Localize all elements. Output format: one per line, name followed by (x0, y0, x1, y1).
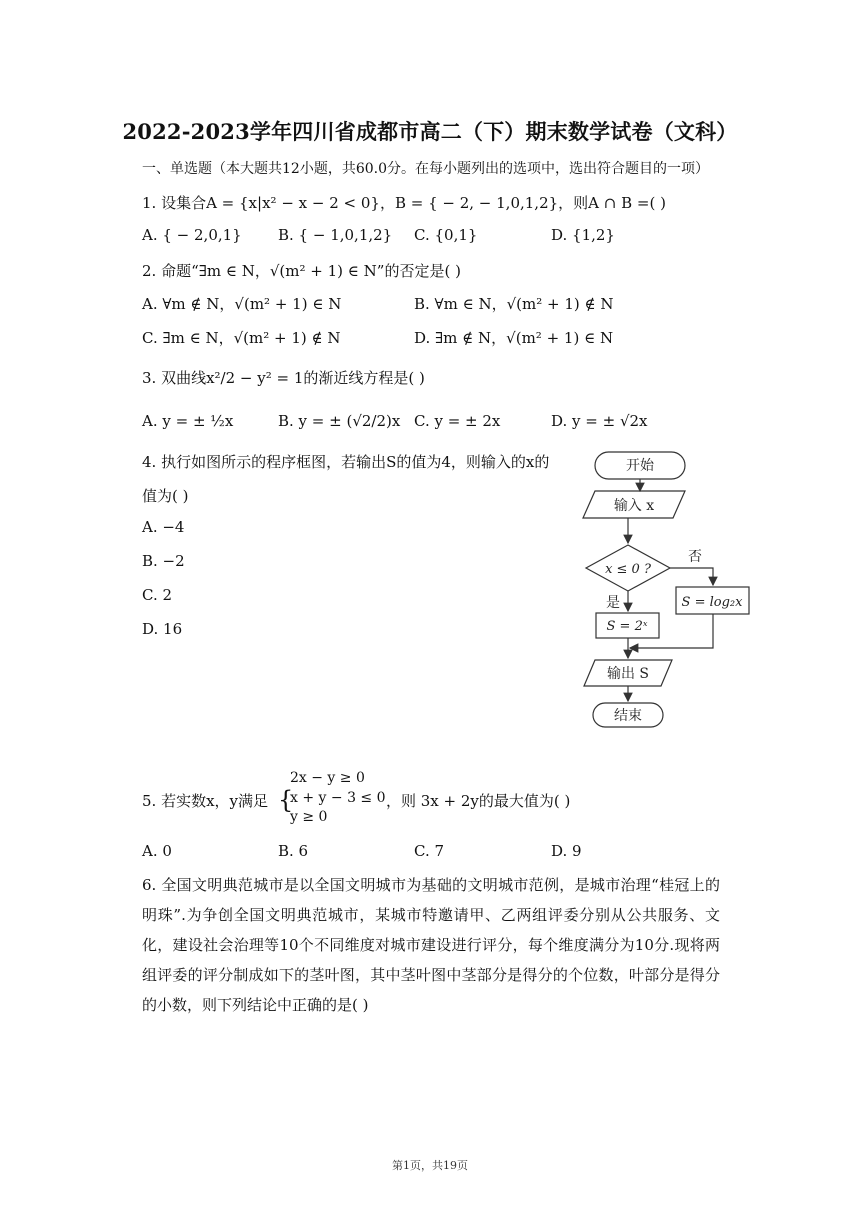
system-brace: { (278, 786, 294, 814)
question-1-option-d: D. {1,2} (551, 226, 615, 244)
question-2-option-d: D. ∃m ∉ N，√(m² + 1) ∈ N (414, 329, 614, 347)
page-footer: 第1页，共19页 (392, 1159, 468, 1172)
question-4-option-c: C. 2 (142, 586, 173, 604)
question-5-option-a: A. 0 (142, 842, 172, 860)
question-5-option-b: B. 6 (278, 842, 309, 860)
flowchart-end-label: 结束 (614, 708, 642, 724)
flowchart-yes-label: 是 (606, 595, 620, 611)
question-4-stem-line1: 4. 执行如图所示的程序框图，若输出S的值为4，则输入的x的 (142, 453, 550, 471)
page-title: 2022-2023学年四川省成都市高二（下）期末数学试卷（文科） (122, 119, 738, 144)
flowchart-condition-label: x ≤ 0 ? (605, 562, 651, 577)
question-4-stem-line2: 值为( ) (142, 487, 189, 505)
question-3-option-b: B. y = ± (√2/2)x (278, 412, 401, 430)
flowchart-input-label: 输入 x (613, 498, 655, 514)
question-1-option-c: C. {0,1} (414, 226, 478, 244)
question-1-option-b: B. { − 1,0,1,2} (278, 226, 393, 244)
constraint-3: y ≥ 0 (290, 809, 328, 825)
flowchart-start-label: 开始 (626, 458, 654, 474)
question-2-option-a: A. ∀m ∉ N，√(m² + 1) ∈ N (142, 295, 342, 313)
question-2-option-b: B. ∀m ∈ N，√(m² + 1) ∉ N (414, 295, 614, 313)
question-5-prefix: 5. 若实数x，y满足 (142, 792, 269, 810)
question-2-option-c: C. ∃m ∈ N，√(m² + 1) ∉ N (142, 329, 341, 347)
question-3-option-a: A. y = ± ½x (142, 412, 234, 430)
question-4-option-b: B. −2 (142, 552, 185, 570)
flowchart (575, 447, 760, 732)
flowchart-no-label: 否 (688, 549, 702, 565)
constraint-2: x + y − 3 ≤ 0 (290, 790, 386, 806)
question-1-stem: 1. 设集合A = {x|x² − x − 2 < 0}，B = { − 2, − 1,0,1,2}，则A ∩ B =( ) (142, 194, 666, 212)
flowchart-log-label: S = log₂x (681, 595, 743, 610)
flowchart-power-label: S = 2ˣ (606, 619, 648, 634)
question-4-option-a: A. −4 (142, 518, 185, 536)
section-heading: 一、单选题（本大题共12小题，共60.0分。在每小题列出的选项中，选出符合题目的一项） (142, 161, 709, 177)
question-3-stem: 3. 双曲线x²/2 − y² = 1的渐近线方程是( ) (142, 369, 425, 387)
question-5-suffix: ，则 3x + 2y的最大值为( ) (386, 792, 571, 810)
question-2-stem: 2. 命题“∃m ∈ N，√(m² + 1) ∈ N”的否定是( ) (142, 262, 461, 280)
question-1-option-a: A. { − 2,0,1} (142, 226, 242, 244)
question-6-stem: 6. 全国文明典范城市是以全国文明城市为基础的文明城市范例，是城市治理“桂冠上的明珠”.为争创全国文明典范城市，某城市特邀请甲、乙两组评委分别从公共服务、文化，建设社会治理等10个不同维度对城市建设进行评分，每个维度满分为10分.现将两组评委的评分制成如下的茎叶图，其中茎叶图中茎部分是得分的个位数，叶部分是得分的小数，则下列结论中正确的是( ) (142, 876, 720, 1014)
question-4-option-d: D. 16 (142, 620, 183, 638)
question-5-option-d: D. 9 (551, 842, 582, 860)
question-3-option-c: C. y = ± 2x (414, 412, 501, 430)
constraint-1: 2x − y ≥ 0 (290, 770, 365, 786)
question-5-option-c: C. 7 (414, 842, 445, 860)
question-3-option-d: D. y = ± √2x (551, 412, 648, 430)
flowchart-output-label: 输出 S (606, 666, 650, 682)
